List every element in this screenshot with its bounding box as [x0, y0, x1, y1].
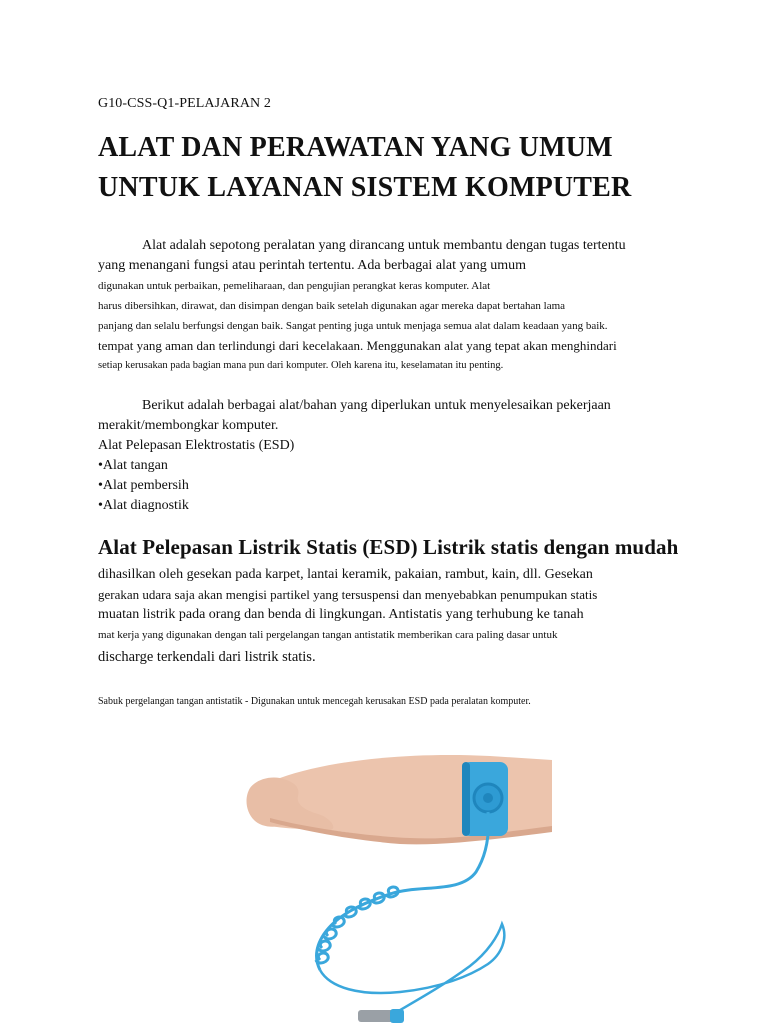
intro-paragraph [98, 236, 698, 376]
esd-paragraph [98, 565, 698, 669]
cord-coils [316, 887, 398, 963]
paragraph-line: merakit/membongkar komputer. [98, 418, 279, 433]
title-line-1: ALAT DAN PERAWATAN YANG UMUM [98, 132, 613, 163]
paragraph-line: Berikut adalah berbagai alat/bahan yang diperlukan untuk menyelesaikan pekerjaan [142, 398, 611, 413]
list-item: •Alat diagnostik [98, 498, 189, 513]
section-heading: Alat Pelepasan Listrik Statis (ESD) Listrik statis dengan mudah [98, 535, 679, 559]
lesson-code: G10-CSS-Q1-PELAJARAN 2 [98, 96, 271, 111]
list-item: •Alat tangan [98, 458, 168, 473]
tools-list-paragraph [98, 396, 698, 516]
image-caption: Sabuk pergelangan tangan antistatik - Digunakan untuk mencegah kerusakan ESD pada peralatan komputer. [98, 696, 531, 707]
paragraph-line: mat kerja yang digunakan dengan tali pergelangan tangan antistatik memberikan cara paling dasar untuk [98, 629, 558, 641]
list-item: •Alat pembersih [98, 478, 189, 493]
list-item: Alat Pelepasan Elektrostatis (ESD) [98, 438, 295, 453]
wrist-strap-illustration [240, 726, 570, 1024]
paragraph-line: setiap kerusakan pada bagian mana pun dari komputer. Oleh karena itu, keselamatan itu penting. [98, 360, 504, 371]
strap-band-edge [462, 762, 470, 836]
paragraph-line: dihasilkan oleh gesekan pada karpet, lantai keramik, pakaian, rambut, kain, dll. Gesekan [98, 567, 593, 582]
paragraph-line: panjang dan selalu berfungsi dengan baik. Sangat penting juga untuk menjaga semua alat dalam keadaan yang baik. [98, 320, 608, 332]
paragraph-line: harus dibersihkan, dirawat, dan disimpan dengan baik setelah digunakan agar mereka dapat bertahan lama [98, 300, 566, 312]
paragraph-line: discharge terkendali dari listrik statis. [98, 649, 316, 665]
paragraph-line: muatan listrik pada orang dan benda di lingkungan. Antistatis yang terhubung ke tanah [98, 607, 584, 622]
title-line-2: UNTUK LAYANAN SISTEM KOMPUTER [98, 172, 632, 203]
paragraph-line: digunakan untuk perbaikan, pemeliharaan, dan pengujian perangkat keras komputer. Alat [98, 280, 491, 292]
antistatic-wrist-strap-photo [240, 726, 570, 1024]
strap-snap-center [483, 793, 493, 803]
clip-sleeve [390, 1009, 404, 1023]
paragraph-line: tempat yang aman dan terlindungi dari kecelakaan. Menggunakan alat yang tepat akan menghindari [98, 338, 617, 353]
paragraph-line: yang menangani fungsi atau perintah tertentu. Ada berbagai alat yang umum [98, 258, 527, 273]
paragraph-line: Alat adalah sepotong peralatan yang dirancang untuk membantu dengan tugas tertentu [142, 238, 626, 253]
straight-cord [320, 924, 504, 1016]
page-title [98, 128, 718, 208]
paragraph-line: gerakan udara saja akan mengisi partikel yang tersuspensi dan menyebabkan penumpukan statis [98, 587, 598, 602]
